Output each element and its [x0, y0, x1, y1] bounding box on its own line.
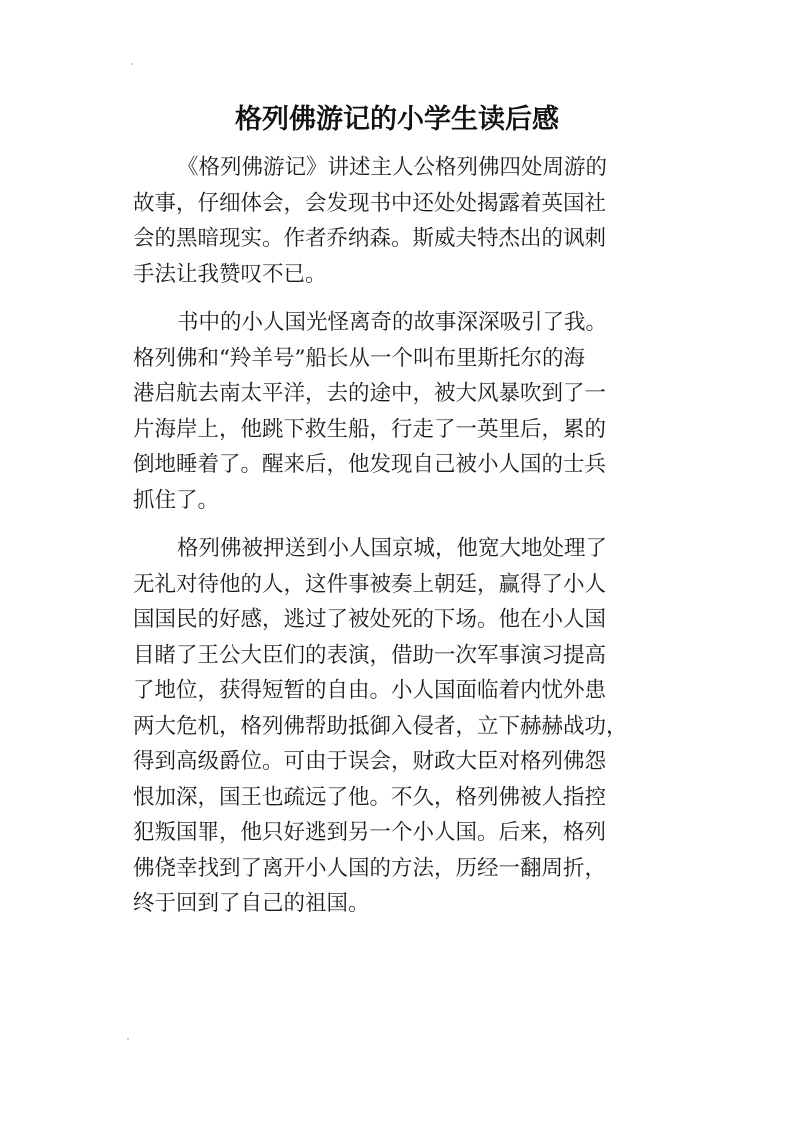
- text-line: 无礼对待他的人，这件事被奏上朝廷，赢得了小人: [133, 571, 607, 597]
- paragraph: [133, 150, 663, 292]
- text-line: 故事，仔细体会，会发现书中还处处揭露着英国社: [133, 190, 607, 216]
- text-line: 国国民的好感，逃过了被处死的下场。他在小人国: [133, 607, 607, 632]
- text-line: 格列佛被押送到小人国京城，他宽大地处理了: [177, 536, 608, 561]
- text-line: 犯叛国罪，他只好逃到另一个小人国。后来，格列: [133, 820, 607, 845]
- text-line: 格列佛和“羚羊号”船长从一个叫布里斯托尔的海: [133, 345, 585, 371]
- text-line: 抓住了。: [133, 487, 220, 513]
- text-line: 恨加深，国王也疏远了他。不久，格列佛被人指控: [133, 784, 607, 810]
- text-line: 《格列佛游记》讲述主人公格列佛四处周游的: [177, 155, 608, 180]
- text-line: 会的黑暗现实。作者乔纳森。斯威夫特杰出的讽刺: [133, 226, 607, 251]
- text-line: 得到高级爵位。可由于误会，财政大臣对格列佛怨: [133, 749, 607, 774]
- text-line: 书中的小人国光怪离奇的故事深深吸引了我。: [177, 310, 608, 335]
- scan-speck: [131, 63, 133, 65]
- text-line: 港启航去南太平洋，去的途中，被大风暴吹到了一: [133, 381, 607, 406]
- text-line: 佛侥幸找到了离开小人国的方法，历经一翻周折，: [133, 855, 607, 881]
- document-title: 格列佛游记的小学生读后感: [235, 104, 559, 135]
- text-line: 倒地睡着了。醒来后，他发现自己被小人国的士兵: [133, 452, 607, 477]
- paragraph: [133, 305, 663, 518]
- scan-speck: [127, 1038, 129, 1040]
- text-line: 手法让我赞叹不已。: [133, 261, 327, 287]
- text-line: 终于回到了自己的祖国。: [133, 891, 370, 916]
- text-line: 了地位，获得短暂的自由。小人国面临着内忧外患: [133, 678, 607, 703]
- document-body: [133, 150, 663, 935]
- text-line: 目睹了王公大臣们的表演，借助一次军事演习提高: [133, 642, 607, 668]
- text-line: 片海岸上，他跳下救生船，行走了一英里后，累的: [133, 416, 607, 442]
- text-line: 两大危机，格列佛帮助抵御入侵者，立下赫赫战功，: [133, 713, 628, 739]
- paragraph: [133, 531, 663, 922]
